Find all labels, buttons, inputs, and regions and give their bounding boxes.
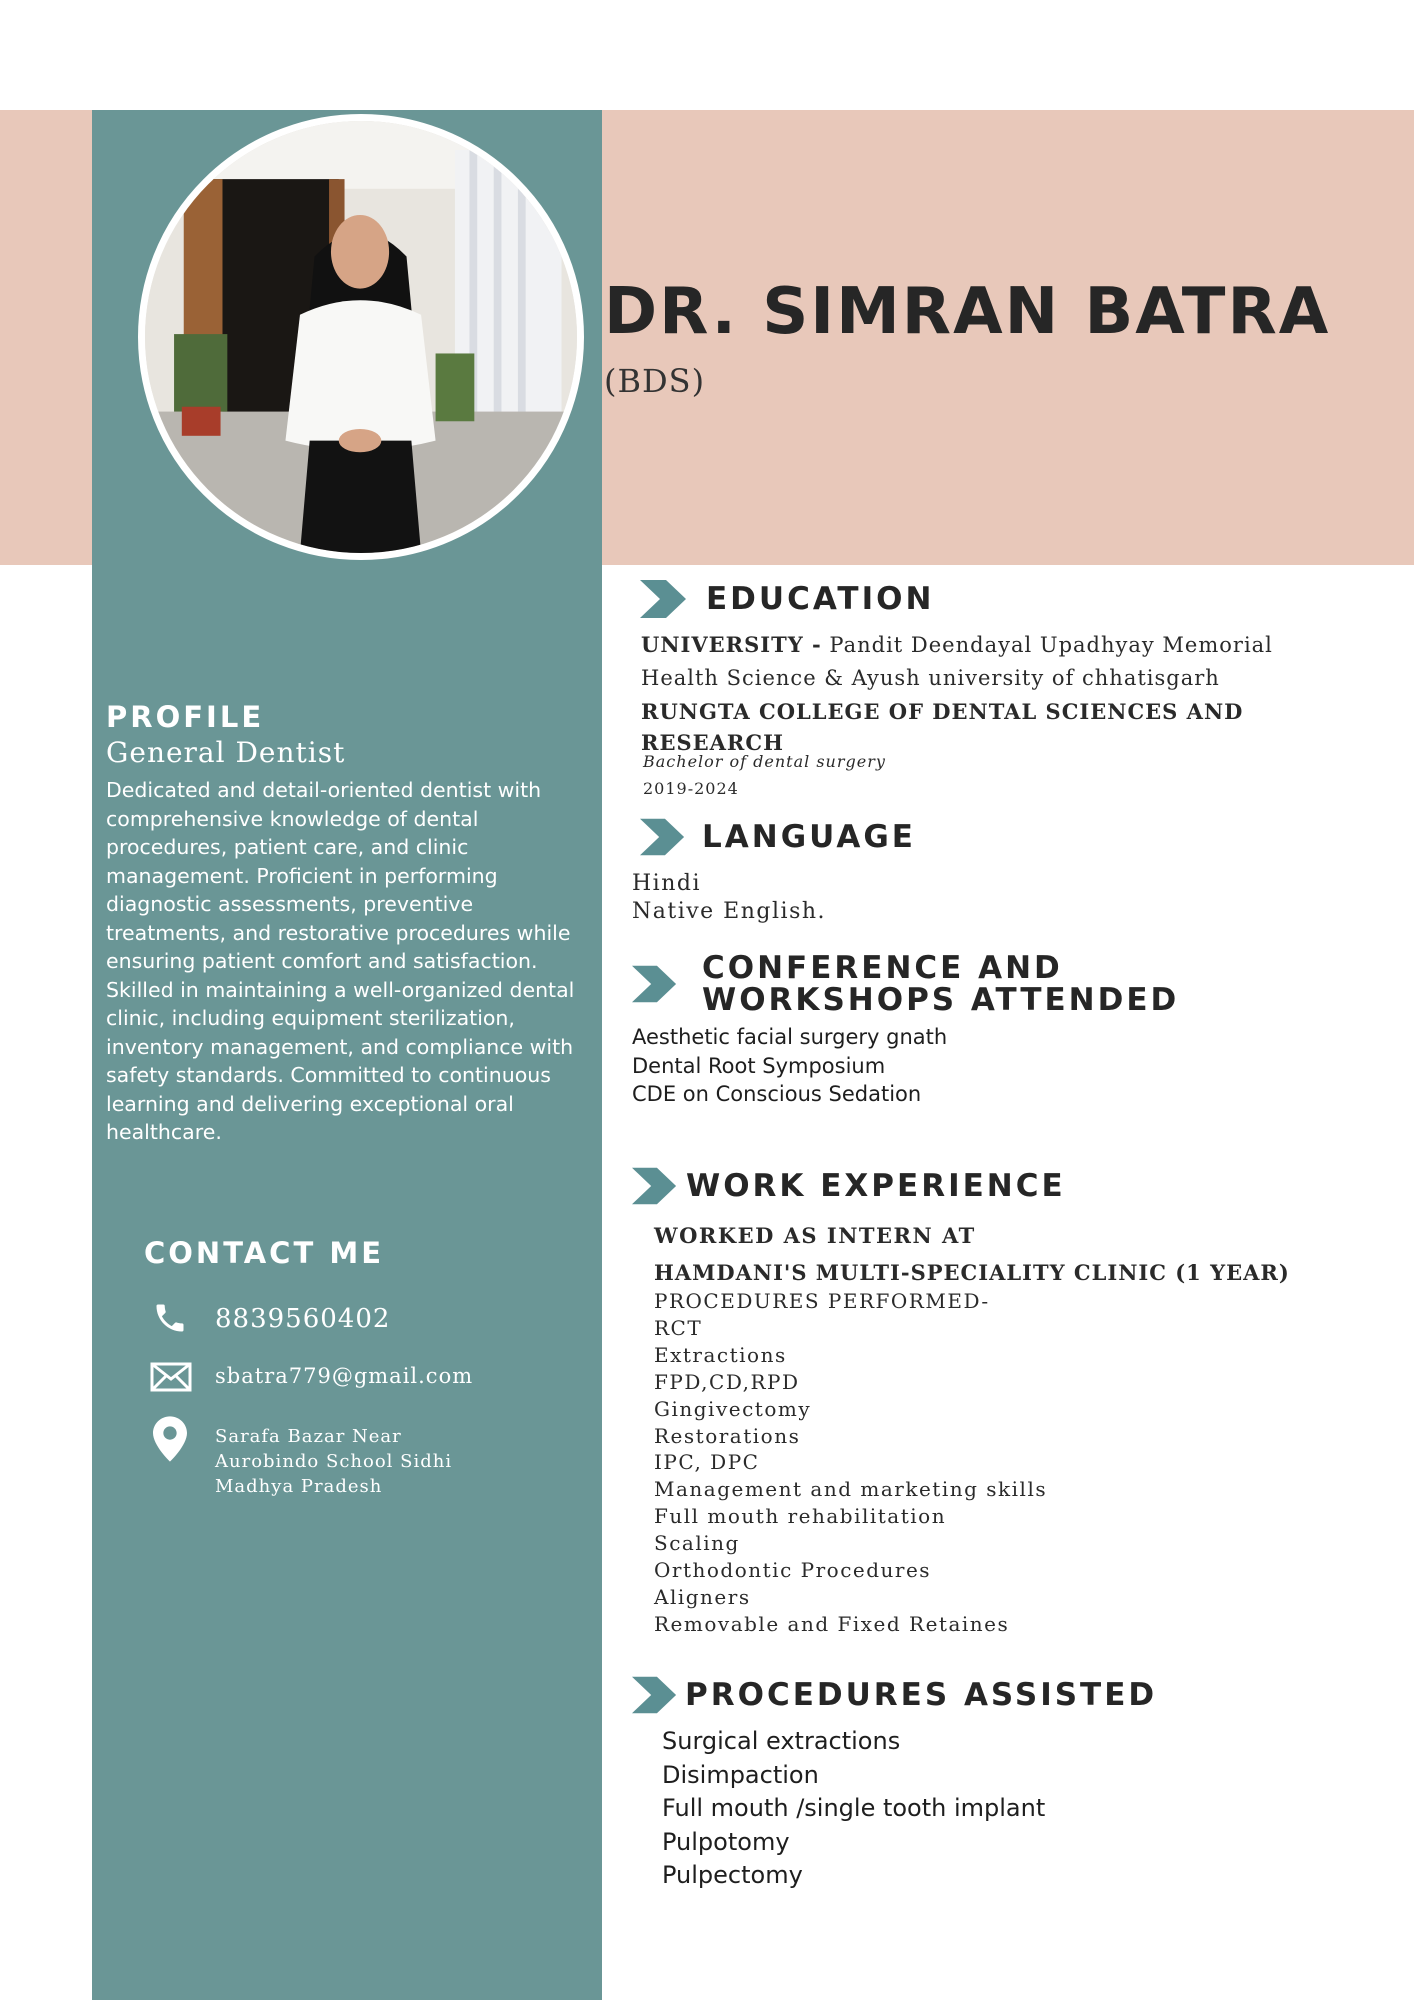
language-heading: LANGUAGE [702, 819, 916, 855]
conference-item: CDE on Conscious Sedation [632, 1082, 922, 1106]
work-section-header [632, 1167, 1066, 1205]
assisted-heading: PROCEDURES ASSISTED [685, 1677, 1158, 1713]
chevron-right-icon [640, 580, 688, 618]
address-line: Madhya Pradesh [215, 1476, 383, 1497]
chevron-right-icon [632, 965, 678, 1003]
procedure-item: Removable and Fixed Retaines [654, 1611, 1010, 1636]
phone-icon [152, 1300, 188, 1336]
university-label: UNIVERSITY - [641, 632, 822, 657]
procedure-item: Aligners [654, 1584, 751, 1609]
conference-list [632, 1023, 947, 1109]
assisted-item: Full mouth /single tooth implant [662, 1794, 1046, 1822]
assisted-item: Surgical extractions [662, 1727, 901, 1755]
procedure-item: Orthodontic Procedures [654, 1558, 932, 1583]
candidate-name: DR. SIMRAN BATRA [604, 275, 1331, 349]
education-section-header [640, 580, 934, 618]
address-line: Aurobindo School Sidhi [215, 1451, 453, 1472]
college-name-line2: RESEARCH [641, 730, 784, 755]
profile-heading: PROFILE [106, 700, 265, 734]
procedure-item: Full mouth rehabilitation [654, 1504, 947, 1529]
education-university [641, 628, 1273, 758]
location-pin-icon [153, 1416, 187, 1462]
address-line: Sarafa Bazar Near [215, 1426, 402, 1447]
procedures-label: PROCEDURES PERFORMED- [654, 1289, 990, 1313]
conference-heading-line: CONFERENCE AND [702, 950, 1063, 986]
language-item: Native English. [632, 899, 827, 924]
chevron-right-icon [632, 1676, 678, 1714]
assisted-item: Pulpectomy [662, 1861, 803, 1889]
assisted-item: Pulpotomy [662, 1827, 790, 1856]
procedure-item: Extractions [654, 1342, 787, 1367]
contact-heading: CONTACT ME [144, 1236, 385, 1270]
college-name: RUNGTA COLLEGE OF DENTAL SCIENCES AND [641, 699, 1244, 724]
assisted-section-header [632, 1676, 1157, 1714]
contact-email[interactable]: sbatra779@gmail.com [215, 1364, 474, 1388]
university-name-line2: Health Science & Ayush university of chhatisgarh [641, 666, 1220, 690]
language-list [632, 870, 826, 926]
procedure-item: RCT [654, 1315, 703, 1340]
profile-photo [138, 114, 584, 560]
assisted-item: Disimpaction [662, 1760, 819, 1789]
procedure-item: Gingivectomy [654, 1396, 812, 1421]
procedure-item: Restorations [654, 1423, 801, 1448]
assisted-list [662, 1725, 1045, 1893]
envelope-icon [150, 1362, 192, 1392]
chevron-right-icon [632, 1167, 678, 1205]
education-course: Bachelor of dental surgery [643, 752, 886, 771]
education-heading: EDUCATION [706, 581, 935, 617]
conference-heading-line: WORKSHOPS ATTENDED [702, 982, 1180, 1018]
work-role: WORKED AS INTERN AT [654, 1223, 976, 1248]
contact-phone[interactable]: 8839560402 [215, 1304, 391, 1334]
procedure-item: Management and marketing skills [654, 1477, 1048, 1502]
university-name: Pandit Deendayal Upadhyay Memorial [829, 633, 1273, 657]
conference-heading [702, 952, 1179, 1016]
language-item: Hindi [632, 871, 702, 896]
work-clinic: HAMDANI'S MULTI-SPECIALITY CLINIC (1 YEAR) [654, 1260, 1290, 1285]
candidate-degree: (BDS) [604, 362, 706, 400]
work-heading: WORK EXPERIENCE [686, 1168, 1066, 1204]
language-section-header [640, 818, 916, 856]
chevron-right-icon [640, 818, 686, 856]
conference-item: Dental Root Symposium [632, 1053, 886, 1078]
contact-address [215, 1424, 452, 1499]
education-years: 2019-2024 [643, 779, 739, 798]
conference-item: Aesthetic facial surgery gnath [632, 1025, 948, 1049]
profile-title: General Dentist [106, 736, 346, 769]
procedure-item: IPC, DPC [654, 1450, 760, 1475]
conference-section-header [632, 952, 1179, 1016]
procedure-item: Scaling [654, 1531, 740, 1556]
procedure-item: FPD,CD,RPD [654, 1369, 800, 1394]
profile-summary: Dedicated and detail-oriented dentist with comprehensive knowledge of dental procedures, patient care, and clinic management. Proficient in performing diagnostic assessments, preventive treatments, and restorative procedures while ensuring patient comfort and satisfaction. Skilled in maintaining a well-organized dental clinic, including equipment sterilization, inventory management, and compliance with safety standards. Committed to continuous learning and delivering exceptional oral healthcare. [106, 778, 575, 1144]
procedures-performed [654, 1288, 1047, 1638]
